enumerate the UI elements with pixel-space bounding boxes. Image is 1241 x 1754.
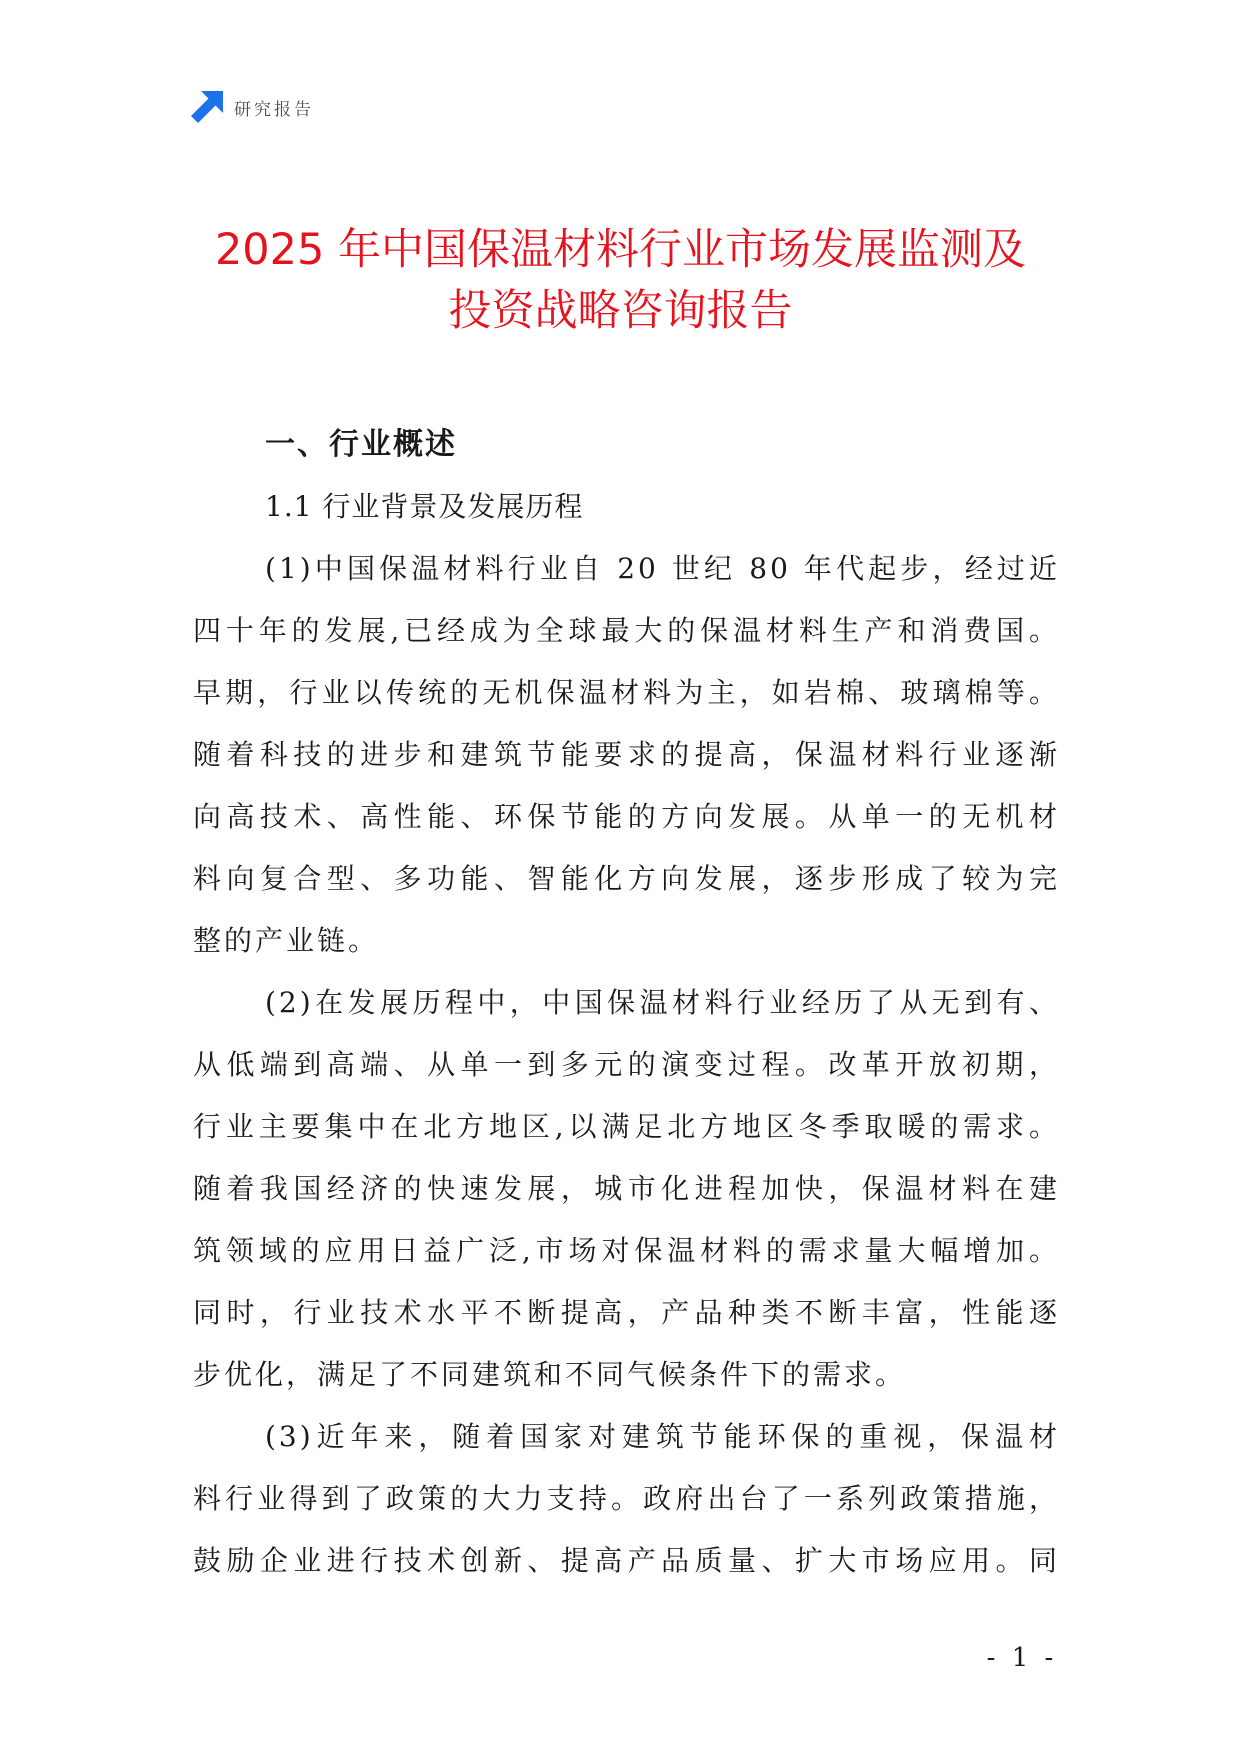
paragraph-line: (3)近年来，随着国家对建筑节能环保的重视，保温材	[265, 1420, 1060, 1453]
report-title	[0, 220, 1241, 342]
section-heading: 一、行业概述	[265, 427, 457, 462]
paragraph-line: 从低端到高端、从单一到多元的演变过程。改革开放初期，	[193, 1048, 1060, 1081]
paragraph-line: 整的产业链。	[193, 924, 380, 957]
paragraph-line: 步优化，满足了不同建筑和不同气候条件下的需求。	[193, 1358, 907, 1391]
report-header	[190, 89, 314, 125]
paragraph-1	[193, 538, 1060, 972]
paragraph-line: 料向复合型、多功能、智能化方向发展，逐步形成了较为完	[193, 862, 1060, 895]
paragraph-line: 早期，行业以传统的无机保温材料为主，如岩棉、玻璃棉等。	[193, 676, 1060, 709]
paragraph-line: 同时，行业技术水平不断提高，产品种类不断丰富，性能逐	[193, 1296, 1060, 1329]
paragraph-line: 随着我国经济的快速发展，城市化进程加快，保温材料在建	[193, 1172, 1060, 1205]
subsection-heading: 1.1 行业背景及发展历程	[265, 490, 584, 523]
paragraph-line: 筑领域的应用日益广泛,市场对保温材料的需求量大幅增加。	[193, 1234, 1060, 1267]
title-line: 2025 年中国保温材料行业市场发展监测及	[214, 225, 1027, 275]
page-number: - 1 -	[986, 1643, 1054, 1673]
paragraph-line: 鼓励企业进行技术创新、提高产品质量、扩大市场应用。同	[193, 1544, 1060, 1577]
paragraph-2	[193, 972, 1060, 1406]
paragraph-line: 四十年的发展,已经成为全球最大的保温材料生产和消费国。	[193, 614, 1060, 647]
paragraph-line: 料行业得到了政策的大力支持。政府出台了一系列政策措施，	[193, 1482, 1060, 1515]
paragraph-line: 随着科技的进步和建筑节能要求的提高，保温材料行业逐渐	[193, 738, 1060, 771]
header-label: 研究报告	[234, 99, 314, 120]
paragraph-3	[193, 1406, 1060, 1592]
paragraph-line: (1)中国保温材料行业自 20 世纪 80 年代起步，经过近	[265, 552, 1060, 585]
paragraph-line: 向高技术、高性能、环保节能的方向发展。从单一的无机材	[193, 800, 1060, 833]
title-line: 投资战略咨询报告	[448, 286, 793, 336]
paragraph-line: (2)在发展历程中，中国保温材料行业经历了从无到有、	[265, 986, 1060, 1019]
paragraph-line: 行业主要集中在北方地区,以满足北方地区冬季取暖的需求。	[193, 1110, 1060, 1143]
report-body	[193, 414, 1060, 1592]
arrow-up-right-logo-icon	[190, 90, 224, 124]
